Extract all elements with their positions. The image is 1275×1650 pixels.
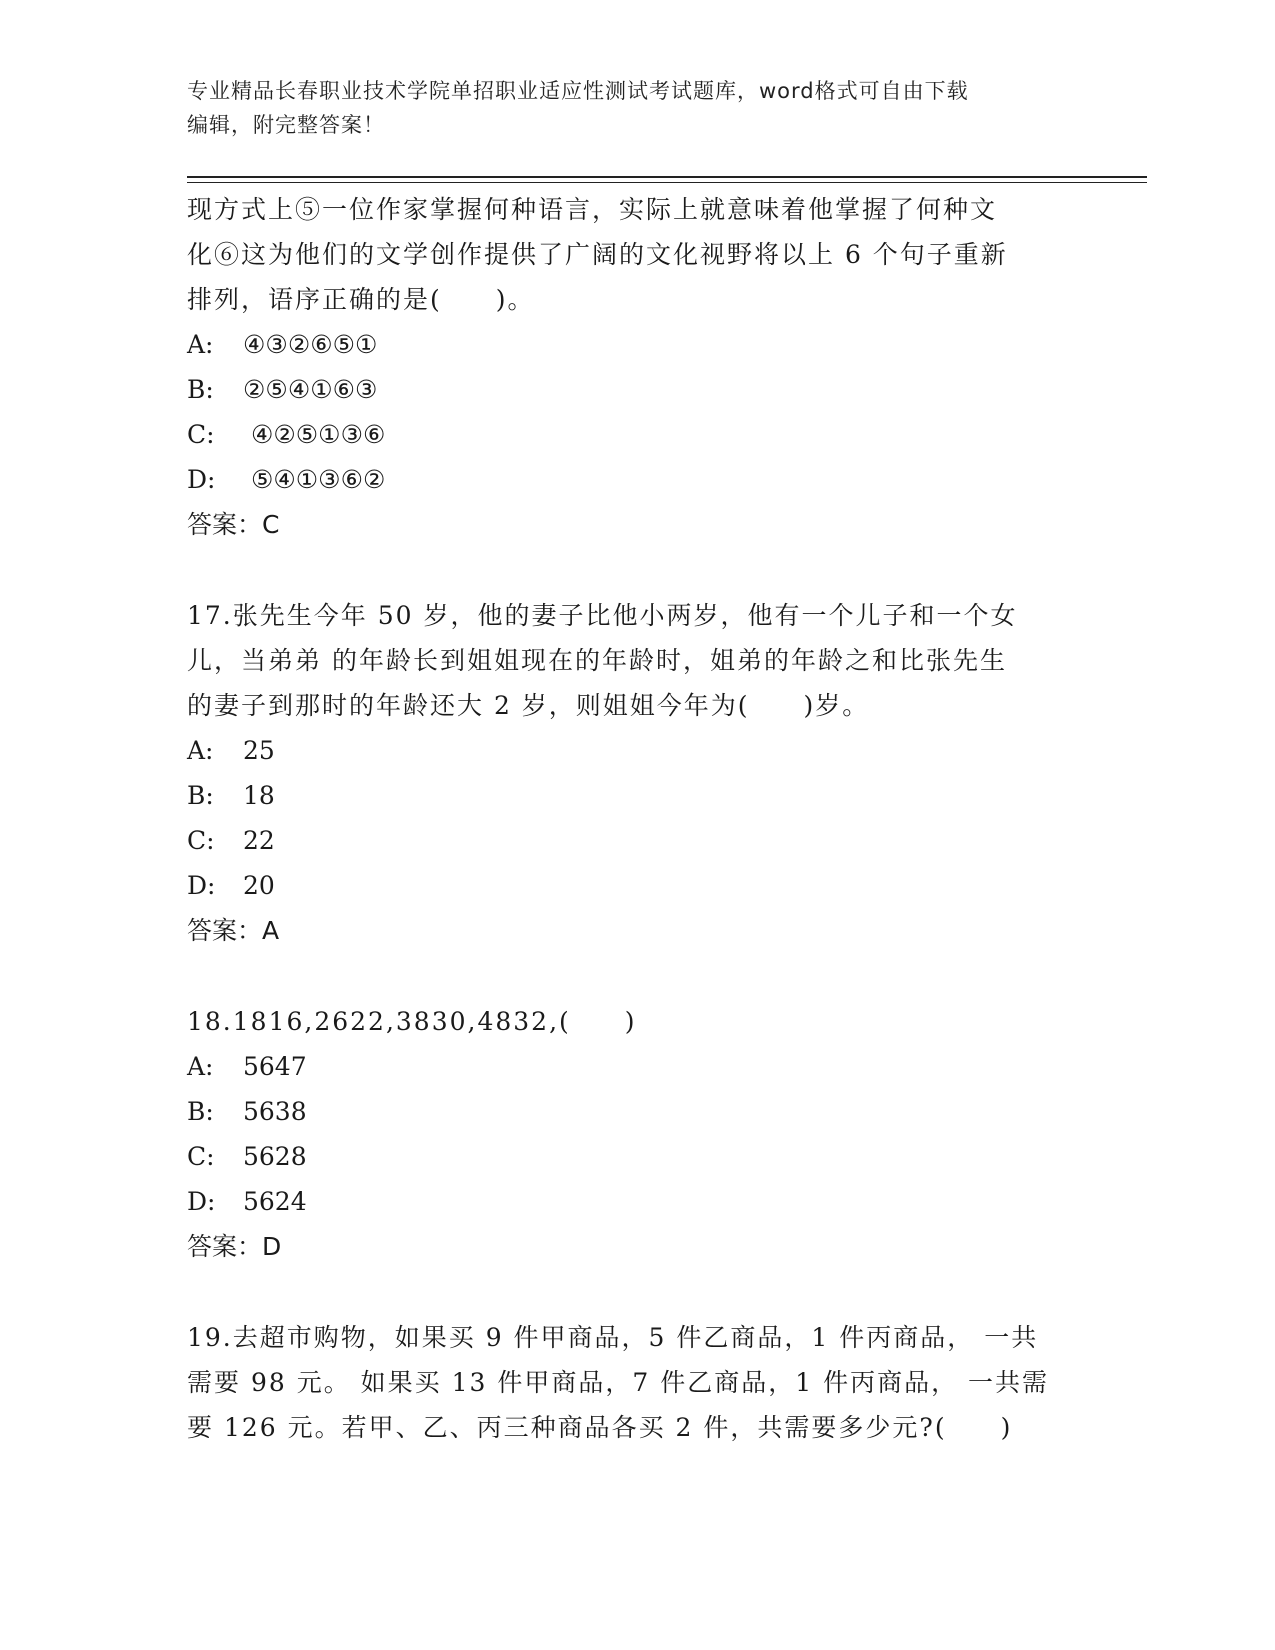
option-label: D:: [187, 1187, 216, 1216]
question-text-line: 18.1816,2622,3830,4832,( ): [187, 1007, 637, 1036]
question-17: [187, 593, 1077, 953]
option-text: ④③②⑥⑤①: [243, 330, 378, 359]
answer: 答案：C: [187, 510, 280, 539]
option-text: ⑤④①③⑥②: [243, 465, 386, 494]
option-text: ②⑤④①⑥③: [243, 375, 378, 404]
option-d: [187, 863, 1077, 908]
option-label: B:: [187, 375, 214, 404]
option-d: [187, 457, 1077, 502]
option-label: A:: [187, 736, 214, 765]
option-text: 25: [243, 736, 275, 765]
header-rule-thick: [187, 176, 1147, 178]
question-text-line: 19.去超市购物，如果买 9 件甲商品，5 件乙商品，1 件丙商品， 一共: [187, 1323, 1039, 1352]
option-text: 5638: [243, 1097, 307, 1126]
header-rule-thin: [187, 182, 1147, 183]
option-a: [187, 322, 1077, 367]
question-text-line: 儿，当弟弟 的年龄长到姐姐现在的年龄时，姐弟的年龄之和比张先生: [187, 646, 1007, 675]
question-text-line: 现方式上⑤一位作家掌握何种语言，实际上就意味着他掌握了何种文: [187, 195, 998, 224]
option-b: [187, 773, 1077, 818]
question-text-line: 化⑥这为他们的文学创作提供了广阔的文化视野将以上 6 个句子重新: [187, 240, 1008, 269]
option-text: 5628: [243, 1142, 307, 1171]
option-text: 20: [243, 871, 275, 900]
document-header: [187, 74, 1067, 142]
option-label: B:: [187, 781, 214, 810]
option-c: [187, 818, 1077, 863]
option-label: A:: [187, 330, 214, 359]
answer: 答案：D: [187, 1232, 282, 1261]
option-a: [187, 728, 1077, 773]
question-text-line: 的妻子到那时的年龄还大 2 岁，则姐姐今年为( )岁。: [187, 691, 870, 720]
question-18: [187, 999, 1077, 1269]
option-label: D:: [187, 871, 216, 900]
answer: 答案：A: [187, 916, 280, 945]
option-text: 22: [243, 826, 275, 855]
option-text: 18: [243, 781, 275, 810]
question-text-line: 要 126 元。若甲、乙、丙三种商品各买 2 件，共需要多少元?( ): [187, 1413, 1013, 1442]
document-body: [187, 187, 1077, 1450]
option-a: [187, 1044, 1077, 1089]
option-label: C:: [187, 1142, 215, 1171]
option-label: C:: [187, 420, 215, 449]
question-text-line: 17.张先生今年 50 岁，他的妻子比他小两岁，他有一个儿子和一个女: [187, 601, 1018, 630]
option-c: [187, 412, 1077, 457]
option-label: C:: [187, 826, 215, 855]
option-text: 5647: [243, 1052, 307, 1081]
question-16: [187, 187, 1077, 547]
option-label: A:: [187, 1052, 214, 1081]
option-c: [187, 1134, 1077, 1179]
question-text-line: 需要 98 元。 如果买 13 件甲商品，7 件乙商品，1 件丙商品， 一共需: [187, 1368, 1050, 1397]
header-line-1: 专业精品长春职业技术学院单招职业适应性测试考试题库，word格式可自由下载: [187, 79, 969, 103]
option-text: 5624: [243, 1187, 307, 1216]
question-19: [187, 1315, 1077, 1450]
option-text: ④②⑤①③⑥: [243, 420, 386, 449]
option-label: B:: [187, 1097, 214, 1126]
option-b: [187, 367, 1077, 412]
option-d: [187, 1179, 1077, 1224]
header-line-2: 编辑，附完整答案！: [187, 113, 385, 137]
question-text-line: 排列，语序正确的是( )。: [187, 285, 535, 314]
option-label: D:: [187, 465, 216, 494]
option-b: [187, 1089, 1077, 1134]
